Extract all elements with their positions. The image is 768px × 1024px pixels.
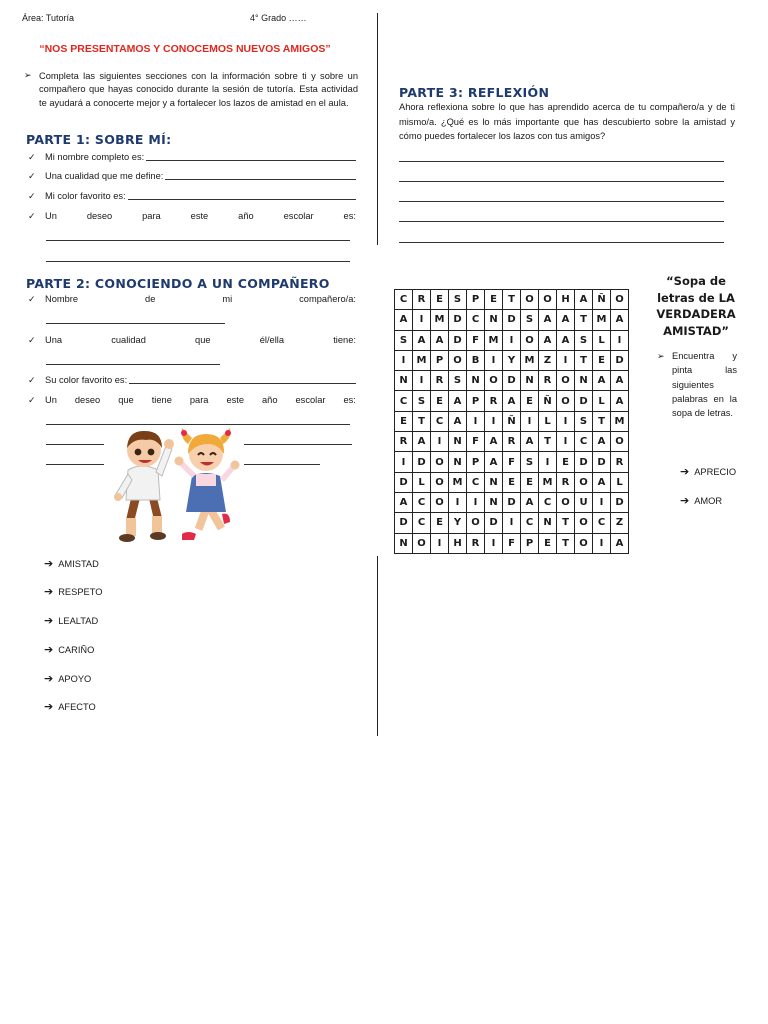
grid-cell[interactable]: I xyxy=(611,330,629,350)
grid-cell[interactable]: A xyxy=(395,492,413,512)
grid-cell[interactable]: Ñ xyxy=(539,391,557,411)
grid-cell[interactable]: B xyxy=(467,350,485,370)
grid-row xyxy=(395,432,629,452)
answer-line[interactable] xyxy=(244,444,352,445)
arrow-right-icon: ➔ xyxy=(44,644,54,656)
grid-cell[interactable]: A xyxy=(413,432,431,452)
part1-quality-label: Una cualidad que me define: xyxy=(45,171,164,181)
word: deseo xyxy=(86,211,113,221)
grid-cell[interactable]: T xyxy=(503,290,521,310)
grid-cell[interactable]: A xyxy=(485,432,503,452)
grid-cell[interactable]: E xyxy=(521,391,539,411)
word-list-item xyxy=(44,614,98,627)
grid-cell[interactable]: Ñ xyxy=(503,411,521,431)
grid-cell[interactable]: I xyxy=(413,310,431,330)
grid-cell[interactable]: D xyxy=(449,330,467,350)
grid-cell[interactable]: A xyxy=(395,310,413,330)
arrowhead-bullet-icon: ➢ xyxy=(24,70,32,80)
grid-row xyxy=(395,330,629,350)
answer-line[interactable] xyxy=(46,444,104,445)
grid-cell[interactable]: O xyxy=(575,472,593,492)
grid-cell[interactable]: I xyxy=(557,411,575,431)
grid-cell[interactable]: C xyxy=(467,472,485,492)
word-list-item xyxy=(44,672,91,685)
part1-color-label: Mi color favorito es: xyxy=(45,191,126,201)
arrow-right-icon: ➔ xyxy=(44,673,54,685)
grid-cell[interactable]: M xyxy=(611,411,629,431)
grid-cell[interactable]: A xyxy=(413,330,431,350)
grid-cell[interactable]: R xyxy=(467,533,485,553)
part2-color-label: Su color favorito es: xyxy=(45,375,128,385)
answer-line[interactable] xyxy=(165,170,356,180)
grid-cell[interactable]: D xyxy=(413,452,431,472)
grid-cell[interactable]: A xyxy=(611,391,629,411)
part2-quality-row xyxy=(28,334,356,346)
word: tiene: xyxy=(333,335,356,345)
grid-cell[interactable]: S xyxy=(521,452,539,472)
answer-line[interactable] xyxy=(128,190,356,200)
word: tiene xyxy=(151,395,172,405)
grid-cell[interactable]: I xyxy=(539,452,557,472)
grid-cell[interactable]: E xyxy=(539,533,557,553)
grid-cell[interactable]: R xyxy=(413,290,431,310)
word: que xyxy=(118,395,134,405)
word: deseo xyxy=(74,395,101,405)
checkmark-icon: ✓ xyxy=(28,171,36,181)
grid-cell[interactable]: S xyxy=(521,310,539,330)
grid-row xyxy=(395,391,629,411)
grid-cell[interactable]: P xyxy=(467,452,485,472)
grid-cell[interactable]: N xyxy=(485,310,503,330)
grid-cell[interactable]: A xyxy=(593,472,611,492)
grid-cell[interactable]: T xyxy=(593,411,611,431)
grid-cell[interactable]: A xyxy=(611,533,629,553)
arrow-right-icon: ➔ xyxy=(680,495,690,507)
grid-cell[interactable]: A xyxy=(539,330,557,350)
grid-cell[interactable]: I xyxy=(503,330,521,350)
grid-cell[interactable]: D xyxy=(593,452,611,472)
word: mi xyxy=(222,294,233,304)
grid-cell[interactable]: I xyxy=(485,411,503,431)
word-list-item xyxy=(44,557,99,570)
grid-cell[interactable]: Ñ xyxy=(593,290,611,310)
grid-cell[interactable]: A xyxy=(449,391,467,411)
word: este xyxy=(226,395,245,405)
arrow-right-icon: ➔ xyxy=(44,586,54,598)
grid-cell[interactable]: D xyxy=(485,513,503,533)
part1-quality-row[interactable] xyxy=(28,170,356,182)
part3-heading: PARTE 3: REFLEXIÓN xyxy=(399,85,550,100)
arrow-right-icon: ➔ xyxy=(44,615,54,627)
boy-figure xyxy=(114,431,174,542)
answer-line[interactable] xyxy=(399,181,724,182)
grid-row xyxy=(395,371,629,391)
girl-figure xyxy=(175,428,240,540)
grid-cell[interactable]: S xyxy=(575,411,593,431)
intro-text: Completa las siguientes secciones con la información sobre ti y sobre un compañero que hayas conocido durante la sesión de tutoría. Esta actividad te ayudará a conocerte mejor y a fortalecer los lazos de amistad en el aula. xyxy=(39,71,358,108)
grid-cell[interactable]: H xyxy=(449,533,467,553)
grid-cell[interactable]: I xyxy=(467,492,485,512)
answer-line[interactable] xyxy=(46,261,350,262)
word-list-item xyxy=(44,585,102,598)
grid-cell[interactable]: A xyxy=(557,330,575,350)
part1-wish-label xyxy=(45,210,356,222)
grid-cell[interactable]: L xyxy=(593,330,611,350)
grid-cell[interactable]: L xyxy=(593,391,611,411)
part2-heading: PARTE 2: CONOCIENDO A UN COMPAÑERO xyxy=(26,276,330,291)
word-label: CARIÑO xyxy=(58,644,95,655)
grid-cell[interactable]: N xyxy=(575,371,593,391)
grid-cell[interactable]: R xyxy=(503,432,521,452)
grid-cell[interactable]: E xyxy=(521,472,539,492)
part1-heading: PARTE 1: SOBRE MÍ: xyxy=(26,132,172,147)
grid-cell[interactable]: M xyxy=(593,310,611,330)
word: año xyxy=(238,211,254,221)
grid-cell[interactable]: A xyxy=(539,310,557,330)
grid-cell[interactable]: E xyxy=(395,411,413,431)
checkmark-icon: ✓ xyxy=(28,335,36,345)
grid-row xyxy=(395,350,629,370)
grid-cell[interactable]: D xyxy=(503,371,521,391)
checkmark-icon: ✓ xyxy=(28,191,36,201)
column-divider-bottom xyxy=(377,556,378,736)
kids-illustration xyxy=(112,424,242,546)
answer-line[interactable] xyxy=(146,151,356,161)
grid-cell[interactable]: D xyxy=(503,492,521,512)
grid-cell[interactable]: C xyxy=(467,310,485,330)
grid-cell[interactable]: D xyxy=(503,310,521,330)
grid-cell[interactable]: A xyxy=(611,310,629,330)
grid-cell[interactable]: P xyxy=(431,350,449,370)
grid-cell[interactable]: I xyxy=(413,371,431,391)
grid-cell[interactable]: P xyxy=(467,290,485,310)
word-label: AMISTAD xyxy=(58,558,99,569)
grid-cell[interactable]: P xyxy=(467,391,485,411)
word: año xyxy=(262,395,278,405)
part2-wish-row xyxy=(28,394,356,406)
word-list-item xyxy=(44,700,96,713)
grid-cell[interactable]: D xyxy=(449,310,467,330)
grid-row xyxy=(395,310,629,330)
grid-cell[interactable]: P xyxy=(521,533,539,553)
grid-cell[interactable]: O xyxy=(611,290,629,310)
grid-cell[interactable]: A xyxy=(557,310,575,330)
grid-cell[interactable]: D xyxy=(395,513,413,533)
grid-cell[interactable]: T xyxy=(539,432,557,452)
worksheet-title: “NOS PRESENTAMOS Y CONOCEMOS NUEVOS AMIGOS” xyxy=(39,43,331,55)
word: él/ella xyxy=(259,335,285,345)
grid-cell[interactable]: O xyxy=(611,432,629,452)
grid-cell[interactable]: L xyxy=(539,411,557,431)
grid-cell[interactable]: C xyxy=(413,492,431,512)
grid-cell[interactable]: E xyxy=(431,513,449,533)
grid-cell[interactable]: I xyxy=(485,350,503,370)
grid-cell[interactable]: S xyxy=(449,290,467,310)
grid-cell[interactable]: F xyxy=(503,452,521,472)
answer-line[interactable] xyxy=(244,464,320,465)
word: este xyxy=(190,211,209,221)
grid-cell[interactable]: E xyxy=(431,290,449,310)
word-search-title: “Sopa de letras de LA VERDADERA AMISTAD” xyxy=(656,274,736,338)
arrow-right-icon: ➔ xyxy=(44,558,54,570)
grid-cell[interactable]: M xyxy=(485,330,503,350)
grid-cell[interactable]: A xyxy=(485,452,503,472)
answer-line[interactable] xyxy=(46,364,220,365)
grid-row xyxy=(395,411,629,431)
word-label: LEALTAD xyxy=(58,615,99,626)
grid-cell[interactable]: T xyxy=(413,411,431,431)
grid-cell[interactable]: M xyxy=(431,310,449,330)
answer-line[interactable] xyxy=(129,374,356,384)
grid-cell[interactable]: A xyxy=(593,371,611,391)
arrow-right-icon: ➔ xyxy=(680,466,690,478)
part2-color-row[interactable] xyxy=(28,374,356,386)
grid-cell[interactable]: M xyxy=(521,350,539,370)
grid-cell[interactable]: S xyxy=(449,371,467,391)
grid-cell[interactable]: M xyxy=(449,472,467,492)
grid-cell[interactable]: A xyxy=(521,492,539,512)
grid-cell[interactable]: N xyxy=(395,533,413,553)
grid-cell[interactable]: L xyxy=(611,472,629,492)
word: Nombre xyxy=(45,294,79,304)
grid-cell[interactable]: D xyxy=(611,350,629,370)
grid-row xyxy=(395,513,629,533)
answer-line[interactable] xyxy=(46,240,350,241)
grid-cell[interactable]: A xyxy=(449,411,467,431)
grid-cell[interactable]: O xyxy=(521,290,539,310)
grid-cell[interactable]: A xyxy=(593,432,611,452)
grid-cell[interactable]: F xyxy=(503,533,521,553)
answer-line[interactable] xyxy=(399,242,724,243)
grid-cell[interactable]: C xyxy=(521,513,539,533)
grid-cell[interactable]: O xyxy=(575,513,593,533)
grid-cell[interactable]: R xyxy=(485,391,503,411)
grid-cell[interactable]: I xyxy=(557,432,575,452)
grid-cell[interactable]: Y xyxy=(449,513,467,533)
arrowhead-bullet-icon: ➢ xyxy=(657,351,665,361)
grid-cell[interactable]: I xyxy=(431,432,449,452)
part1-color-row[interactable] xyxy=(28,190,356,202)
checkmark-icon: ✓ xyxy=(28,375,36,385)
grid-cell[interactable]: I xyxy=(467,411,485,431)
grid-cell[interactable]: O xyxy=(485,371,503,391)
grid-cell[interactable]: O xyxy=(557,371,575,391)
grid-cell[interactable]: N xyxy=(467,371,485,391)
answer-line[interactable] xyxy=(46,323,225,324)
checkmark-icon: ✓ xyxy=(28,395,36,405)
word-search-grid[interactable] xyxy=(394,289,629,554)
grid-cell[interactable]: O xyxy=(575,533,593,553)
word: cualidad xyxy=(111,335,146,345)
grid-cell[interactable]: O xyxy=(431,492,449,512)
grid-cell[interactable]: R xyxy=(611,452,629,472)
grid-cell[interactable]: O xyxy=(467,513,485,533)
word: es: xyxy=(343,395,356,405)
grid-cell[interactable]: I xyxy=(557,350,575,370)
grid-cell[interactable]: A xyxy=(431,330,449,350)
grid-cell[interactable]: O xyxy=(413,533,431,553)
grid-cell[interactable]: I xyxy=(395,452,413,472)
word: Un xyxy=(45,395,57,405)
grid-cell[interactable]: T xyxy=(575,350,593,370)
grid-cell[interactable]: C xyxy=(431,411,449,431)
grid-cell[interactable]: I xyxy=(503,513,521,533)
grid-cell[interactable]: S xyxy=(575,330,593,350)
word: que xyxy=(195,335,211,345)
grid-cell[interactable]: O xyxy=(431,472,449,492)
grid-cell[interactable]: T xyxy=(557,513,575,533)
grid-cell[interactable]: I xyxy=(521,411,539,431)
word-list-item xyxy=(44,643,94,656)
grid-cell[interactable]: D xyxy=(395,472,413,492)
grid-cell[interactable]: D xyxy=(575,391,593,411)
grid-cell[interactable]: D xyxy=(611,492,629,512)
word: para xyxy=(189,395,209,405)
word: es: xyxy=(343,211,356,221)
word: Un xyxy=(45,211,57,221)
grid-cell[interactable]: I xyxy=(395,350,413,370)
answer-line[interactable] xyxy=(399,201,724,202)
part3-text: Ahora reflexiona sobre lo que has aprendido acerca de tu compañero/a y de ti mismo/a. ¿Qué es lo más importante que has descubierto sobre la amistad y cómo puedes fortalecer los lazos con tus amigos? xyxy=(399,102,735,141)
grid-cell[interactable]: S xyxy=(413,391,431,411)
grid-cell[interactable]: R xyxy=(395,432,413,452)
word-label: AFECTO xyxy=(58,701,96,712)
word: escolar xyxy=(295,395,326,405)
grade-label: 4° Grado …… xyxy=(250,13,307,23)
answer-line[interactable] xyxy=(399,221,724,222)
word: de xyxy=(145,294,156,304)
grid-cell[interactable]: R xyxy=(431,371,449,391)
grid-cell[interactable]: I xyxy=(593,533,611,553)
grid-cell[interactable]: E xyxy=(503,472,521,492)
grid-cell[interactable]: L xyxy=(413,472,431,492)
grid-cell[interactable]: A xyxy=(611,371,629,391)
grid-cell[interactable]: M xyxy=(413,350,431,370)
part2-quality-label xyxy=(45,334,356,346)
part2-name-row xyxy=(28,293,356,305)
grid-cell[interactable]: R xyxy=(557,472,575,492)
arrow-right-icon: ➔ xyxy=(44,701,54,713)
part1-name-label: Mi nombre completo es: xyxy=(45,152,145,162)
grid-cell[interactable]: Z xyxy=(611,513,629,533)
grid-cell[interactable]: O xyxy=(449,350,467,370)
grid-cell[interactable]: C xyxy=(539,492,557,512)
grid-cell[interactable]: I xyxy=(449,492,467,512)
grid-cell[interactable]: I xyxy=(431,533,449,553)
area-label: Área: Tutoría xyxy=(22,13,75,23)
grid-cell[interactable]: Y xyxy=(503,350,521,370)
grid-cell[interactable]: S xyxy=(395,330,413,350)
grid-cell[interactable]: E xyxy=(431,391,449,411)
grid-cell[interactable]: I xyxy=(485,533,503,553)
grid-cell[interactable]: A xyxy=(503,391,521,411)
word-list-item xyxy=(680,465,736,478)
grid-cell[interactable]: O xyxy=(431,452,449,472)
grid-cell[interactable]: N xyxy=(539,513,557,533)
answer-line[interactable] xyxy=(46,464,104,465)
part1-name-row[interactable] xyxy=(28,151,356,163)
grid-row xyxy=(395,533,629,553)
grid-cell[interactable]: N xyxy=(521,371,539,391)
word-list-item xyxy=(680,494,722,507)
checkmark-icon: ✓ xyxy=(28,294,36,304)
grid-cell[interactable]: Z xyxy=(539,350,557,370)
grid-cell[interactable]: F xyxy=(467,330,485,350)
grid-cell[interactable]: O xyxy=(557,492,575,512)
checkmark-icon: ✓ xyxy=(28,211,36,221)
grid-cell[interactable]: C xyxy=(413,513,431,533)
grid-cell[interactable]: E xyxy=(557,452,575,472)
grid-cell[interactable]: C xyxy=(395,391,413,411)
grid-cell[interactable]: C xyxy=(575,432,593,452)
word-label: RESPETO xyxy=(58,586,103,597)
grid-cell[interactable]: O xyxy=(521,330,539,350)
grid-row xyxy=(395,472,629,492)
grid-cell[interactable]: M xyxy=(539,472,557,492)
grid-row xyxy=(395,452,629,472)
checkmark-icon: ✓ xyxy=(28,152,36,162)
part2-name-label xyxy=(45,293,356,305)
grid-cell[interactable]: C xyxy=(395,290,413,310)
grid-cell[interactable]: N xyxy=(449,452,467,472)
grid-cell[interactable]: O xyxy=(557,391,575,411)
grid-cell[interactable]: N xyxy=(395,371,413,391)
word-label: APRECIO xyxy=(694,466,737,477)
grid-cell[interactable]: C xyxy=(593,513,611,533)
grid-cell[interactable]: D xyxy=(575,452,593,472)
grid-cell[interactable]: N xyxy=(485,492,503,512)
word: para xyxy=(142,211,161,221)
grid-cell[interactable]: A xyxy=(575,290,593,310)
word: compañero/a: xyxy=(299,294,356,304)
word-label: APOYO xyxy=(58,673,92,684)
column-divider-top xyxy=(377,13,378,245)
grid-cell[interactable]: I xyxy=(593,492,611,512)
grid-cell[interactable]: F xyxy=(467,432,485,452)
grid-cell[interactable]: O xyxy=(539,290,557,310)
answer-line[interactable] xyxy=(399,161,724,162)
word: Una xyxy=(45,335,63,345)
grid-row xyxy=(395,492,629,512)
grid-cell[interactable]: A xyxy=(521,432,539,452)
grid-cell[interactable]: H xyxy=(557,290,575,310)
grid-cell[interactable]: N xyxy=(449,432,467,452)
grid-cell[interactable]: E xyxy=(593,350,611,370)
word-label: AMOR xyxy=(694,495,723,506)
grid-cell[interactable]: T xyxy=(557,533,575,553)
grid-cell[interactable]: T xyxy=(575,310,593,330)
part2-wish-label xyxy=(45,394,356,406)
grid-cell[interactable]: E xyxy=(485,290,503,310)
instruction-text: Encuentra y pinta las siguientes palabras en la sopa de letras. xyxy=(672,351,737,419)
word: escolar xyxy=(283,211,314,221)
part1-wish-row xyxy=(28,210,356,222)
intro-block xyxy=(22,70,358,110)
word-search-instruction xyxy=(657,349,737,420)
grid-cell[interactable]: N xyxy=(485,472,503,492)
grid-cell[interactable]: U xyxy=(575,492,593,512)
grid-cell[interactable]: R xyxy=(539,371,557,391)
grid-row xyxy=(395,290,629,310)
